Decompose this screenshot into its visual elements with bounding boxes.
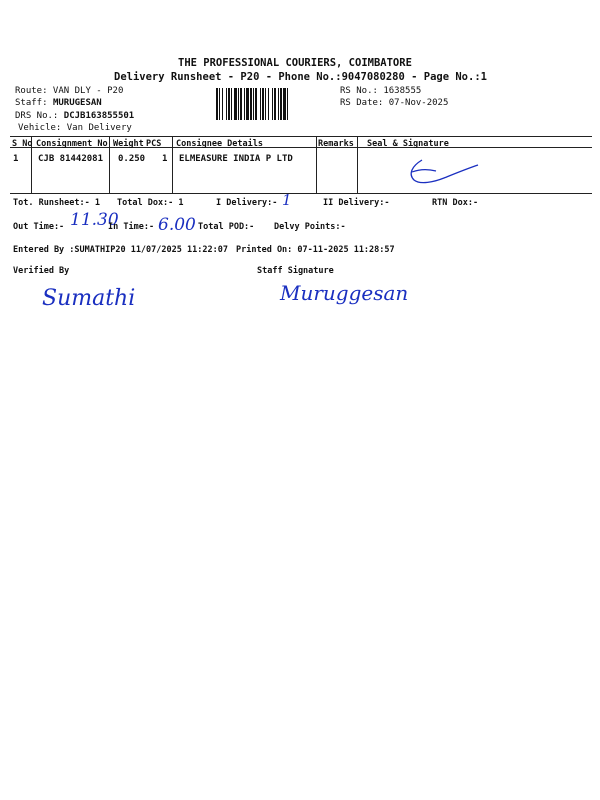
total-pod: Total POD:- xyxy=(198,222,255,232)
drs-line xyxy=(15,111,134,121)
in-time-label: In Time:- xyxy=(108,222,155,232)
entered-by: Entered By :SUMATHIP20 11/07/2025 11:22:07 xyxy=(13,245,228,255)
in-time-handwritten: 6.00 xyxy=(158,215,196,235)
header-consignment: Consignment No xyxy=(36,139,108,149)
rtn-dox: RTN Dox:- xyxy=(432,198,479,208)
total-dox: Total Dox:- 1 xyxy=(117,198,184,208)
row-sno: 1 xyxy=(13,154,19,164)
header-remarks: Remarks xyxy=(318,139,354,149)
vehicle-text: Vehicle: Van Delivery xyxy=(18,123,132,133)
out-time-handwritten: 11.30 xyxy=(70,210,119,230)
col-divider xyxy=(172,136,173,193)
barcode-image xyxy=(216,88,336,120)
staff-signature-label: Staff Signature xyxy=(257,266,334,276)
rs-number: RS No.: 1638555 xyxy=(340,86,422,96)
verified-by-label: Verified By xyxy=(13,266,70,276)
printed-on: Printed On: 07-11-2025 11:28:57 xyxy=(236,245,395,255)
row-weight: 0.250 xyxy=(118,154,146,164)
staff-value: MURUGESAN xyxy=(52,98,102,108)
staff-signature: Muruggesan xyxy=(280,281,409,305)
runsheet-subtitle: Delivery Runsheet - P20 - Phone No.:9047080280 - Page No.:1 xyxy=(114,71,487,83)
drs-value: DCJB163855501 xyxy=(63,111,135,121)
header-weight: Weight xyxy=(113,139,144,149)
seal-signature-scribble xyxy=(400,152,485,190)
tot-runsheet: Tot. Runsheet:- 1 xyxy=(13,198,100,208)
row-pcs: 1 xyxy=(162,154,168,164)
out-time-label: Out Time:- xyxy=(13,222,65,232)
rs-date: RS Date: 07-Nov-2025 xyxy=(340,98,449,108)
col-divider xyxy=(357,136,358,193)
i-delivery-handwritten: 1 xyxy=(282,191,292,209)
header-consignee: Consignee Details xyxy=(176,139,263,149)
header-sno: S No xyxy=(12,139,33,149)
staff-label: Staff: xyxy=(15,98,48,108)
table-top-rule xyxy=(10,136,592,137)
row-consignee: ELMEASURE INDIA P LTD xyxy=(179,154,293,164)
i-delivery: I Delivery:- xyxy=(216,198,278,208)
ii-delivery: II Delivery:- xyxy=(323,198,390,208)
table-bottom-rule xyxy=(10,193,592,194)
staff-line xyxy=(15,98,102,108)
header-pcs: PCS xyxy=(146,139,162,149)
delvy-points: Delvy Points:- xyxy=(274,222,346,232)
company-title: THE PROFESSIONAL COURIERS, COIMBATORE xyxy=(178,57,412,69)
verified-signature: Sumathi xyxy=(42,286,136,311)
header-seal-signature: Seal & Signature xyxy=(367,139,449,149)
row-consignment: CJB 81442081 xyxy=(38,154,104,164)
col-divider xyxy=(109,136,110,193)
col-divider xyxy=(316,136,317,193)
drs-label: DRS No.: xyxy=(15,111,59,121)
route-text: Route: VAN DLY - P20 xyxy=(15,86,124,96)
